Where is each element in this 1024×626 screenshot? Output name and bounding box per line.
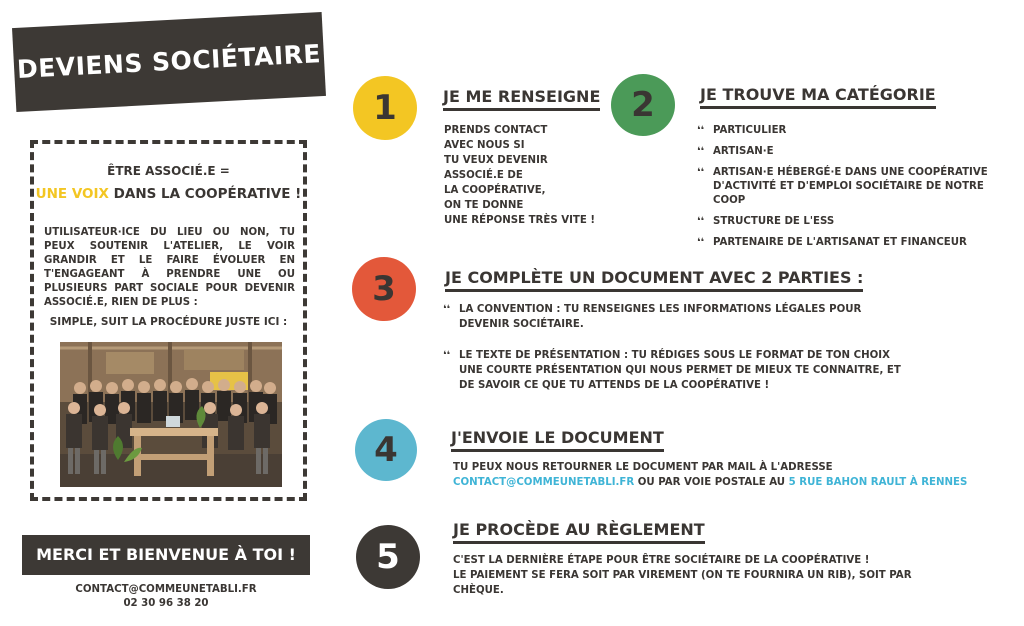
- step-5-line-1: C'EST LA DERNIÈRE ÉTAPE POUR ÊTRE SOCIÉTAIRE DE LA COOPÉRATIVE !: [453, 555, 870, 566]
- document-part-item: [443, 348, 903, 393]
- step-4-connector: OU PAR VOIE POSTALE AU: [634, 477, 789, 488]
- step-1-line: PRENDS CONTACT: [444, 125, 548, 136]
- step-1-badge: 1: [353, 76, 417, 140]
- page-title: DEVIENS SOCIÉTAIRE: [16, 39, 322, 84]
- step-3-badge: 3: [352, 257, 416, 321]
- thanks-text: MERCI ET BIENVENUE À TOI !: [36, 545, 296, 564]
- category-item: [697, 166, 1017, 208]
- step-1-line: AVEC NOUS SI: [444, 140, 525, 151]
- quote-bullet-icon: ❛❛: [697, 146, 704, 157]
- intro-voice-rest: DANS LA COOPÉRATIVE !: [108, 186, 302, 202]
- step-4-intro: TU PEUX NOUS RETOURNER LE DOCUMENT PAR MAIL À L'ADRESSE: [453, 462, 833, 473]
- step-4-text: [453, 460, 973, 490]
- step-4-badge: 4: [355, 419, 417, 481]
- category-label: ARTISAN·E: [713, 146, 774, 157]
- quote-bullet-icon: ❛❛: [697, 167, 704, 178]
- quote-bullet-icon: ❛❛: [443, 304, 450, 315]
- document-part-item: [443, 302, 903, 332]
- intro-box: [30, 140, 307, 501]
- team-group-photo: [60, 342, 282, 487]
- step-2-title: JE TROUVE MA CATÉGORIE: [700, 85, 936, 109]
- footer-contact: [22, 583, 310, 611]
- category-label: ARTISAN·E HÉBERGÉ·E DANS UNE COOPÉRATIVE D'ACTIVITÉ ET D'EMPLOI SOCIÉTAIRE DE NOTRE COOP: [713, 167, 988, 206]
- category-item: [697, 236, 1017, 250]
- step-5-badge: 5: [356, 525, 420, 589]
- intro-paragraph: UTILISATEUR·ICE DU LIEU OU NON, TU PEUX SOUTENIR L'ATELIER, LE VOIR GRANDIR ET LE FAIRE ÉVOLUER EN T'ENGAGEANT À PRENDRE UNE OU PLUSIEURS PART SOCIALE POUR DEVENIR ASSOCIÉ.E, RIEN DE PLUS :: [44, 227, 295, 308]
- thanks-banner: [22, 535, 310, 575]
- footer-phone: 02 30 96 38 20: [123, 598, 209, 609]
- step-1-line: UNE RÉPONSE TRÈS VITE !: [444, 215, 596, 226]
- step-3-title: JE COMPLÈTE UN DOCUMENT AVEC 2 PARTIES :: [445, 268, 863, 292]
- intro-voice-line: [34, 186, 303, 202]
- quote-bullet-icon: ❛❛: [697, 237, 704, 248]
- footer-email-link[interactable]: CONTACT@COMMEUNETABLI.FR: [75, 584, 257, 595]
- document-part-text: LE TEXTE DE PRÉSENTATION : TU RÉDIGES SOUS LE FORMAT DE TON CHOIX UNE COURTE PRÉSENTATION QUI NOUS PERMET DE MIEUX TE CONNAITRE, ET DE SAVOIR CE QUE TU ATTENDS DE LA COOPÉRATIVE !: [459, 350, 901, 391]
- quote-bullet-icon: ❛❛: [443, 350, 450, 361]
- step-1-line: TU VEUX DEVENIR: [444, 155, 548, 166]
- step-4-email-link[interactable]: CONTACT@COMMEUNETABLI.FR: [453, 477, 635, 488]
- category-label: STRUCTURE DE L'ESS: [713, 216, 835, 227]
- step-1-text: [444, 123, 595, 228]
- step-1-line: ASSOCIÉ.E DE: [444, 170, 523, 181]
- step-4-address-link[interactable]: 5 RUE BAHON RAULT À RENNES: [788, 477, 968, 488]
- category-label: PARTENAIRE DE L'ARTISANAT ET FINANCEUR: [713, 237, 967, 248]
- step-1-title: JE ME RENSEIGNE: [443, 87, 600, 111]
- document-part-text: LA CONVENTION : TU RENSEIGNES LES INFORMATIONS LÉGALES POUR DEVENIR SOCIÉTAIRE.: [459, 304, 862, 330]
- category-list: [697, 124, 1017, 257]
- step-5-text: [453, 553, 923, 598]
- intro-headline: ÊTRE ASSOCIÉ.E =: [107, 164, 230, 178]
- step-4-contact-line: [453, 475, 973, 490]
- quote-bullet-icon: ❛❛: [697, 125, 704, 136]
- quote-bullet-icon: ❛❛: [697, 216, 704, 227]
- step-5-line-2: LE PAIEMENT SE FERA SOIT PAR VIREMENT (ON TE FOURNIRA UN RIB), SOIT PAR CHÈQUE.: [453, 570, 912, 596]
- page-title-banner: [12, 12, 326, 112]
- document-parts-list: [443, 302, 903, 409]
- intro-voice-accent: UNE VOIX: [35, 186, 109, 202]
- step-1-line: ON TE DONNE: [444, 200, 524, 211]
- category-item: [697, 145, 1017, 159]
- step-4-title: J'ENVOIE LE DOCUMENT: [451, 428, 664, 452]
- category-label: PARTICULIER: [713, 125, 787, 136]
- category-item: [697, 215, 1017, 229]
- intro-procedure-note: SIMPLE, SUIT LA PROCÉDURE JUSTE ICI :: [49, 316, 288, 328]
- step-1-line: LA COOPÉRATIVE,: [444, 185, 546, 196]
- category-item: [697, 124, 1017, 138]
- step-5-title: JE PROCÈDE AU RÈGLEMENT: [453, 520, 705, 544]
- step-2-badge: 2: [611, 74, 675, 136]
